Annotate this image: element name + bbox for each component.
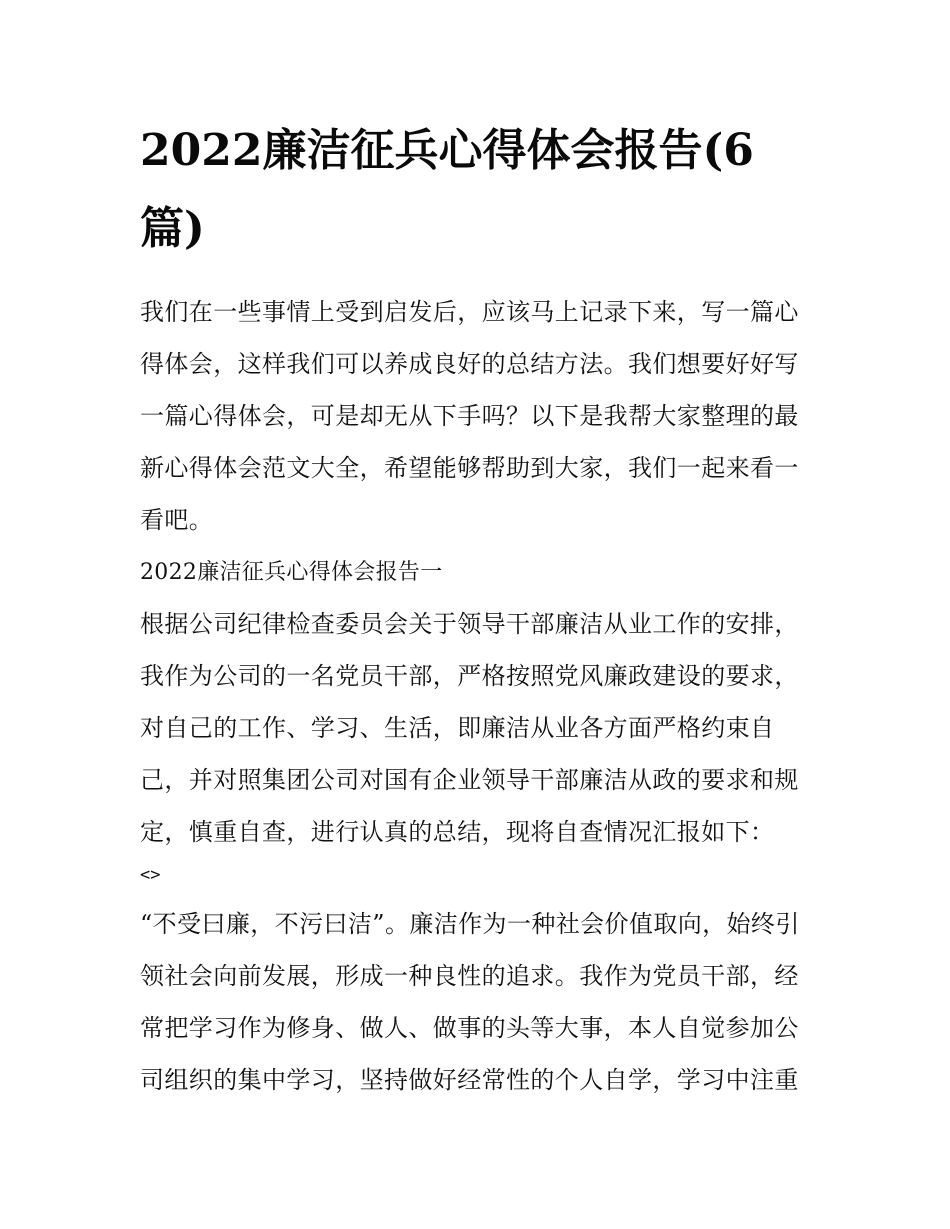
document-body [140, 112, 812, 1106]
placeholder-marker: <> [140, 865, 161, 885]
document-title: 2022廉洁征兵心得体会报告(6篇) [140, 125, 754, 254]
intro-paragraph: 我们在一些事情上受到启发后，应该马上记录下来，写一篇心得体会，这样我们可以养成良好的总结方法。我们想要好好写一篇心得体会，可是却无从下手吗？以下是我帮大家整理的最新心得体会范文大全，希望能够帮助到大家，我们一起来看一看吧。 [140, 298, 799, 534]
body-paragraph-1: 根据公司纪律检查委员会关于领导干部廉洁从业工作的安排，我作为公司的一名党员干部，严格按照党风廉政建设的要求，对自己的工作、学习、生活，即廉洁从业各方面严格约束自己，并对照集团公司对国有企业领导干部廉洁从政的要求和规定，慎重自查，进行认真的总结，现将自查情况汇报如下： [140, 610, 799, 846]
body-paragraph-2: “不受曰廉，不污曰洁”。廉洁作为一种社会价值取向，始终引领社会向前发展，形成一种良性的追求。我作为党员干部，经常把学习作为修身、做人、做事的头等大事，本人自觉参加公司组织的集中学习，坚持做好经常性的个人自学，学习中注重 [140, 910, 800, 1094]
section-heading: 2022廉洁征兵心得体会报告一 [140, 560, 443, 585]
